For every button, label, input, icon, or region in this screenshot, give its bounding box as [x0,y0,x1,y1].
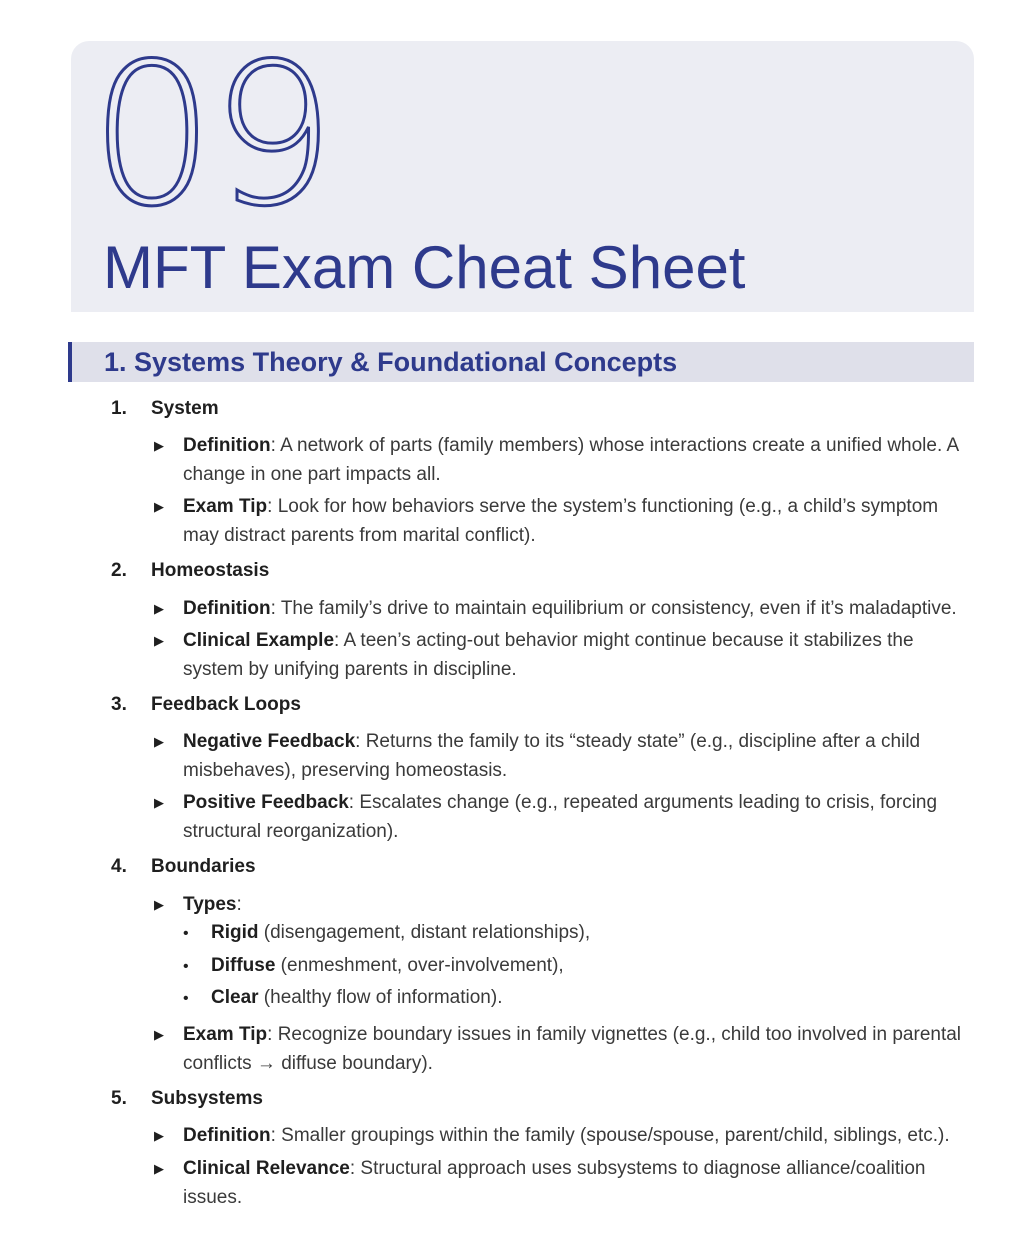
list-item [154,431,969,489]
section-header [68,342,974,382]
triangle-right-icon: ▶ [154,897,164,912]
page-title: MFT Exam Cheat Sheet [103,234,746,301]
bullet-text: : Recognize boundary issues in family vignettes (e.g., child too involved in parental conflicts → diffuse boundary). [183,1024,962,1074]
list-item [154,1121,969,1150]
bullet-term: Exam Tip [183,496,268,517]
list-item [154,492,969,550]
item-number: 1. [111,398,127,419]
bullet-text: : A teen’s acting-out behavior might continue because it stabilizes the system by unifying parents in discipline. [183,630,914,680]
type-term: Clear [211,987,259,1008]
triangle-right-icon: ▶ [154,633,164,648]
list-item [154,890,969,919]
list-item-heading [111,558,269,584]
bullet-dot-icon: • [183,958,189,975]
list-item-heading [111,692,301,718]
bullet-term: Positive Feedback [183,792,349,813]
sub-list-item [183,918,590,948]
list-item [154,1154,969,1212]
bullet-dot-icon: • [183,925,189,942]
triangle-right-icon: ▶ [154,1128,164,1143]
bullet-text: : Returns the family to its “steady state” (e.g., discipline after a child misbehaves), preserving homeostasis. [183,731,921,781]
bullet-text: : The family’s drive to maintain equilibrium or consistency, even if it’s maladaptive. [270,598,957,619]
bullet-term: Definition [183,1125,271,1146]
type-text: (healthy flow of information). [258,987,503,1008]
sub-list-item [183,951,564,981]
item-title: System [151,398,219,419]
bullet-term: Definition [183,435,271,456]
bullet-term: Types [183,894,237,915]
list-item [154,788,969,846]
triangle-right-icon: ▶ [154,438,164,453]
type-text: (enmeshment, over-involvement), [275,955,564,976]
triangle-right-icon: ▶ [154,601,164,616]
list-item-heading [111,1086,263,1112]
bullet-text: : Escalates change (e.g., repeated arguments leading to crisis, forcing structural reorganization). [183,792,938,842]
item-number: 3. [111,694,127,715]
triangle-right-icon: ▶ [154,1161,164,1176]
list-item [154,626,969,684]
list-item-heading [111,854,256,880]
bullet-term: Exam Tip [183,1024,268,1045]
bullet-text: : Smaller groupings within the family (spouse/spouse, parent/child, siblings, etc.). [270,1125,950,1146]
item-number: 2. [111,560,127,581]
chapter-number: 09 [90,22,332,250]
bullet-term: Clinical Relevance [183,1158,350,1179]
item-title: Boundaries [151,856,256,877]
item-number: 4. [111,856,127,877]
triangle-right-icon: ▶ [154,499,164,514]
type-term: Rigid [211,922,259,943]
list-item [154,1020,969,1078]
bullet-text: : [236,894,242,915]
bullet-text: : Look for how behaviors serve the system’s functioning (e.g., a child’s symptom may distract parents from marital conflict). [183,496,939,546]
item-title: Subsystems [151,1088,263,1109]
triangle-right-icon: ▶ [154,795,164,810]
bullet-text: : A network of parts (family members) whose interactions create a unified whole. A change in one part impacts all. [183,435,959,485]
section-accent-bar [68,342,72,382]
list-item-heading [111,396,219,422]
item-title: Homeostasis [151,560,270,581]
bullet-text: : Structural approach uses subsystems to diagnose alliance/coalition issues. [183,1158,926,1208]
list-item [154,727,969,785]
bullet-term: Negative Feedback [183,731,356,752]
triangle-right-icon: ▶ [154,1027,164,1042]
sub-list-item [183,983,502,1013]
type-term: Diffuse [211,955,276,976]
bullet-term: Definition [183,598,271,619]
list-item [154,594,969,623]
section-title: 1. Systems Theory & Foundational Concepts [104,347,678,377]
bullet-dot-icon: • [183,990,189,1007]
item-number: 5. [111,1088,127,1109]
type-text: (disengagement, distant relationships), [258,922,591,943]
triangle-right-icon: ▶ [154,734,164,749]
item-title: Feedback Loops [151,694,301,715]
bullet-term: Clinical Example [183,630,335,651]
